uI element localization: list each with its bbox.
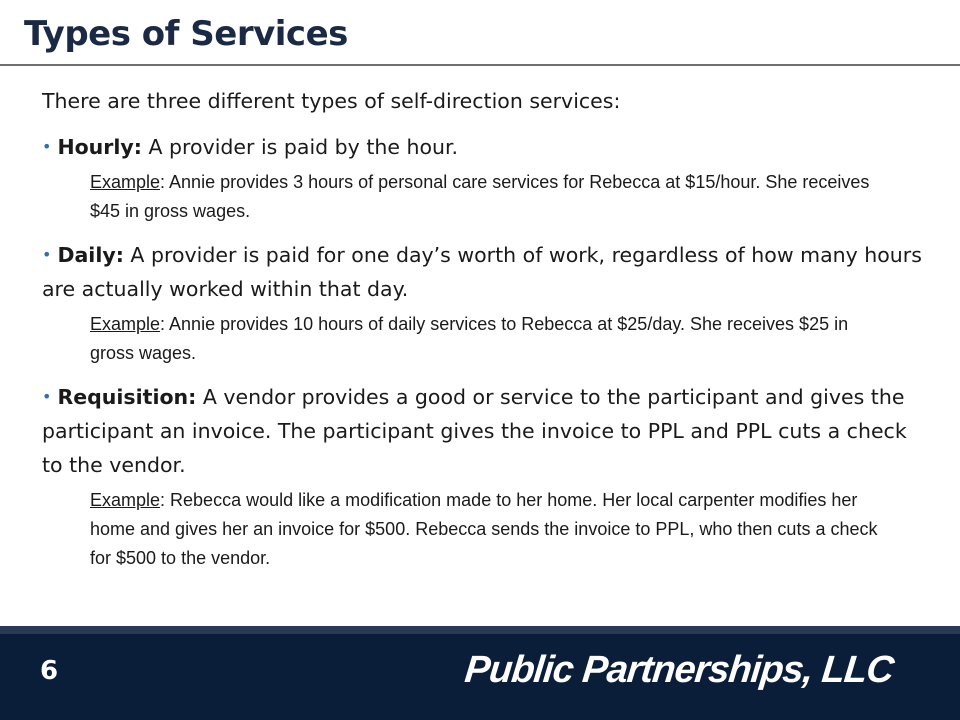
example-label: Example [90,490,161,510]
footer-top-band [0,626,960,634]
example-text: : Annie provides 10 hours of daily services to Rebecca at $25/day. She receives $25 in gross wages. [90,314,849,363]
example-daily [90,310,880,368]
bullet-term: Hourly: [57,135,142,159]
example-text: : Rebecca would like a modification made to her home. Her local carpenter modifies her home and gives her an invoice for $500. Rebecca sends the invoice to PPL, who then cuts a check for $500 to the vendor. [90,490,878,568]
title-divider [0,64,960,66]
bullet-dot-icon: • [42,387,52,406]
bullet-text: A vendor provides a good or service to the participant and gives the participant an invoice. The participant gives the invoice to PPL and PPL cuts a check to the vendor. [42,385,907,477]
bullet-term: Daily: [57,243,124,267]
bullet-dot-icon: • [42,245,52,264]
example-text: : Annie provides 3 hours of personal care services for Rebecca at $15/hour. She receives $45 in gross wages. [90,172,870,221]
intro-text: There are three different types of self-direction services: [42,89,621,113]
bullet-hourly [42,130,922,164]
example-label: Example [90,172,161,192]
example-hourly [90,168,880,226]
bullet-text: A provider is paid for one day’s worth of work, regardless of how many hours are actually worked within that day. [42,243,922,301]
slide-title: Types of Services [24,14,348,54]
example-requisition [90,486,880,573]
slide-body [42,86,922,583]
bullet-term: Requisition: [57,385,197,409]
bullet-text: A provider is paid by the hour. [141,135,459,159]
example-label: Example [90,314,161,334]
bullet-requisition [42,380,922,482]
company-logo: Public Partnerships, LLC [462,649,896,691]
bullet-dot-icon: • [42,137,52,156]
page-number: 6 [40,656,59,686]
bullet-daily [42,238,922,306]
